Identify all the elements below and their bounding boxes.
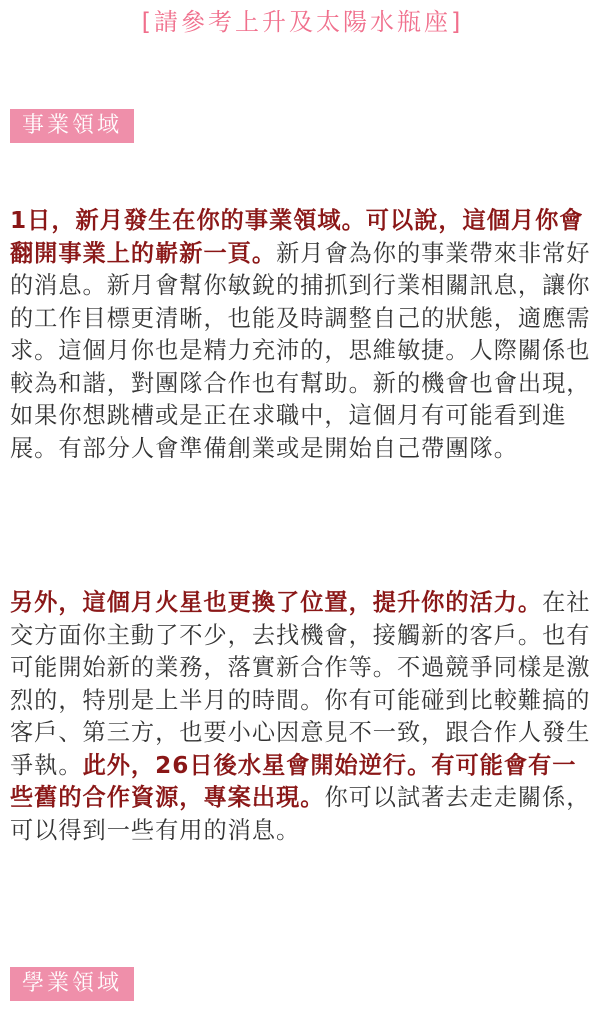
career-paragraph-1-text: 新月會為你的事業帶來非常好的消息。新月會幫你敏銳的捕抓到行業相關訊息，讓你的工作目標更清晰，也能及時調整自己的狀態，適應需求。這個月你也是精力充沛的，思維敏捷。人際關係也較為和諧，對團隊合作也有幫助。新的機會也會出現，如果你想跳槽或是正在求職中，這個月有可能看到進展。有部分人會準備創業或是開始自己帶團隊。 [10, 239, 591, 462]
career-paragraph-1-emphasis: 1日，新月發生在你的事業領域。可以說，這個月你會翻開事業上的嶄新一頁。 [10, 207, 584, 267]
career-paragraph-2-emphasis: 另外，這個月火星也更換了位置，提升你的活力。 [10, 589, 543, 616]
career-paragraph-2 [10, 587, 598, 847]
section-tag-career: 事業領域 [10, 109, 134, 143]
career-paragraph-1 [10, 205, 598, 465]
career-paragraph-2-text-2: 你可以試著去走走關係，可以得到一些有用的消息。 [10, 784, 591, 844]
career-paragraph-2-emphasis-2: 此外，26日後水星會開始逆行。有可能會有一些舊的合作資源，專案出現。 [10, 751, 577, 811]
reference-note: [請參考上升及太陽水瓶座] [141, 8, 464, 36]
section-tag-study: 學業領域 [10, 967, 134, 1001]
career-paragraph-2-text: 在社交方面你主動了不少，去找機會，接觸新的客戶。也有可能開始新的業務，落實新合作等。不過競爭同樣是激烈的，特別是上半月的時間。你有可能碰到比較難搞的客戶、第三方，也要小心因意見不一致，跟合作人發生爭執。 [10, 589, 591, 779]
